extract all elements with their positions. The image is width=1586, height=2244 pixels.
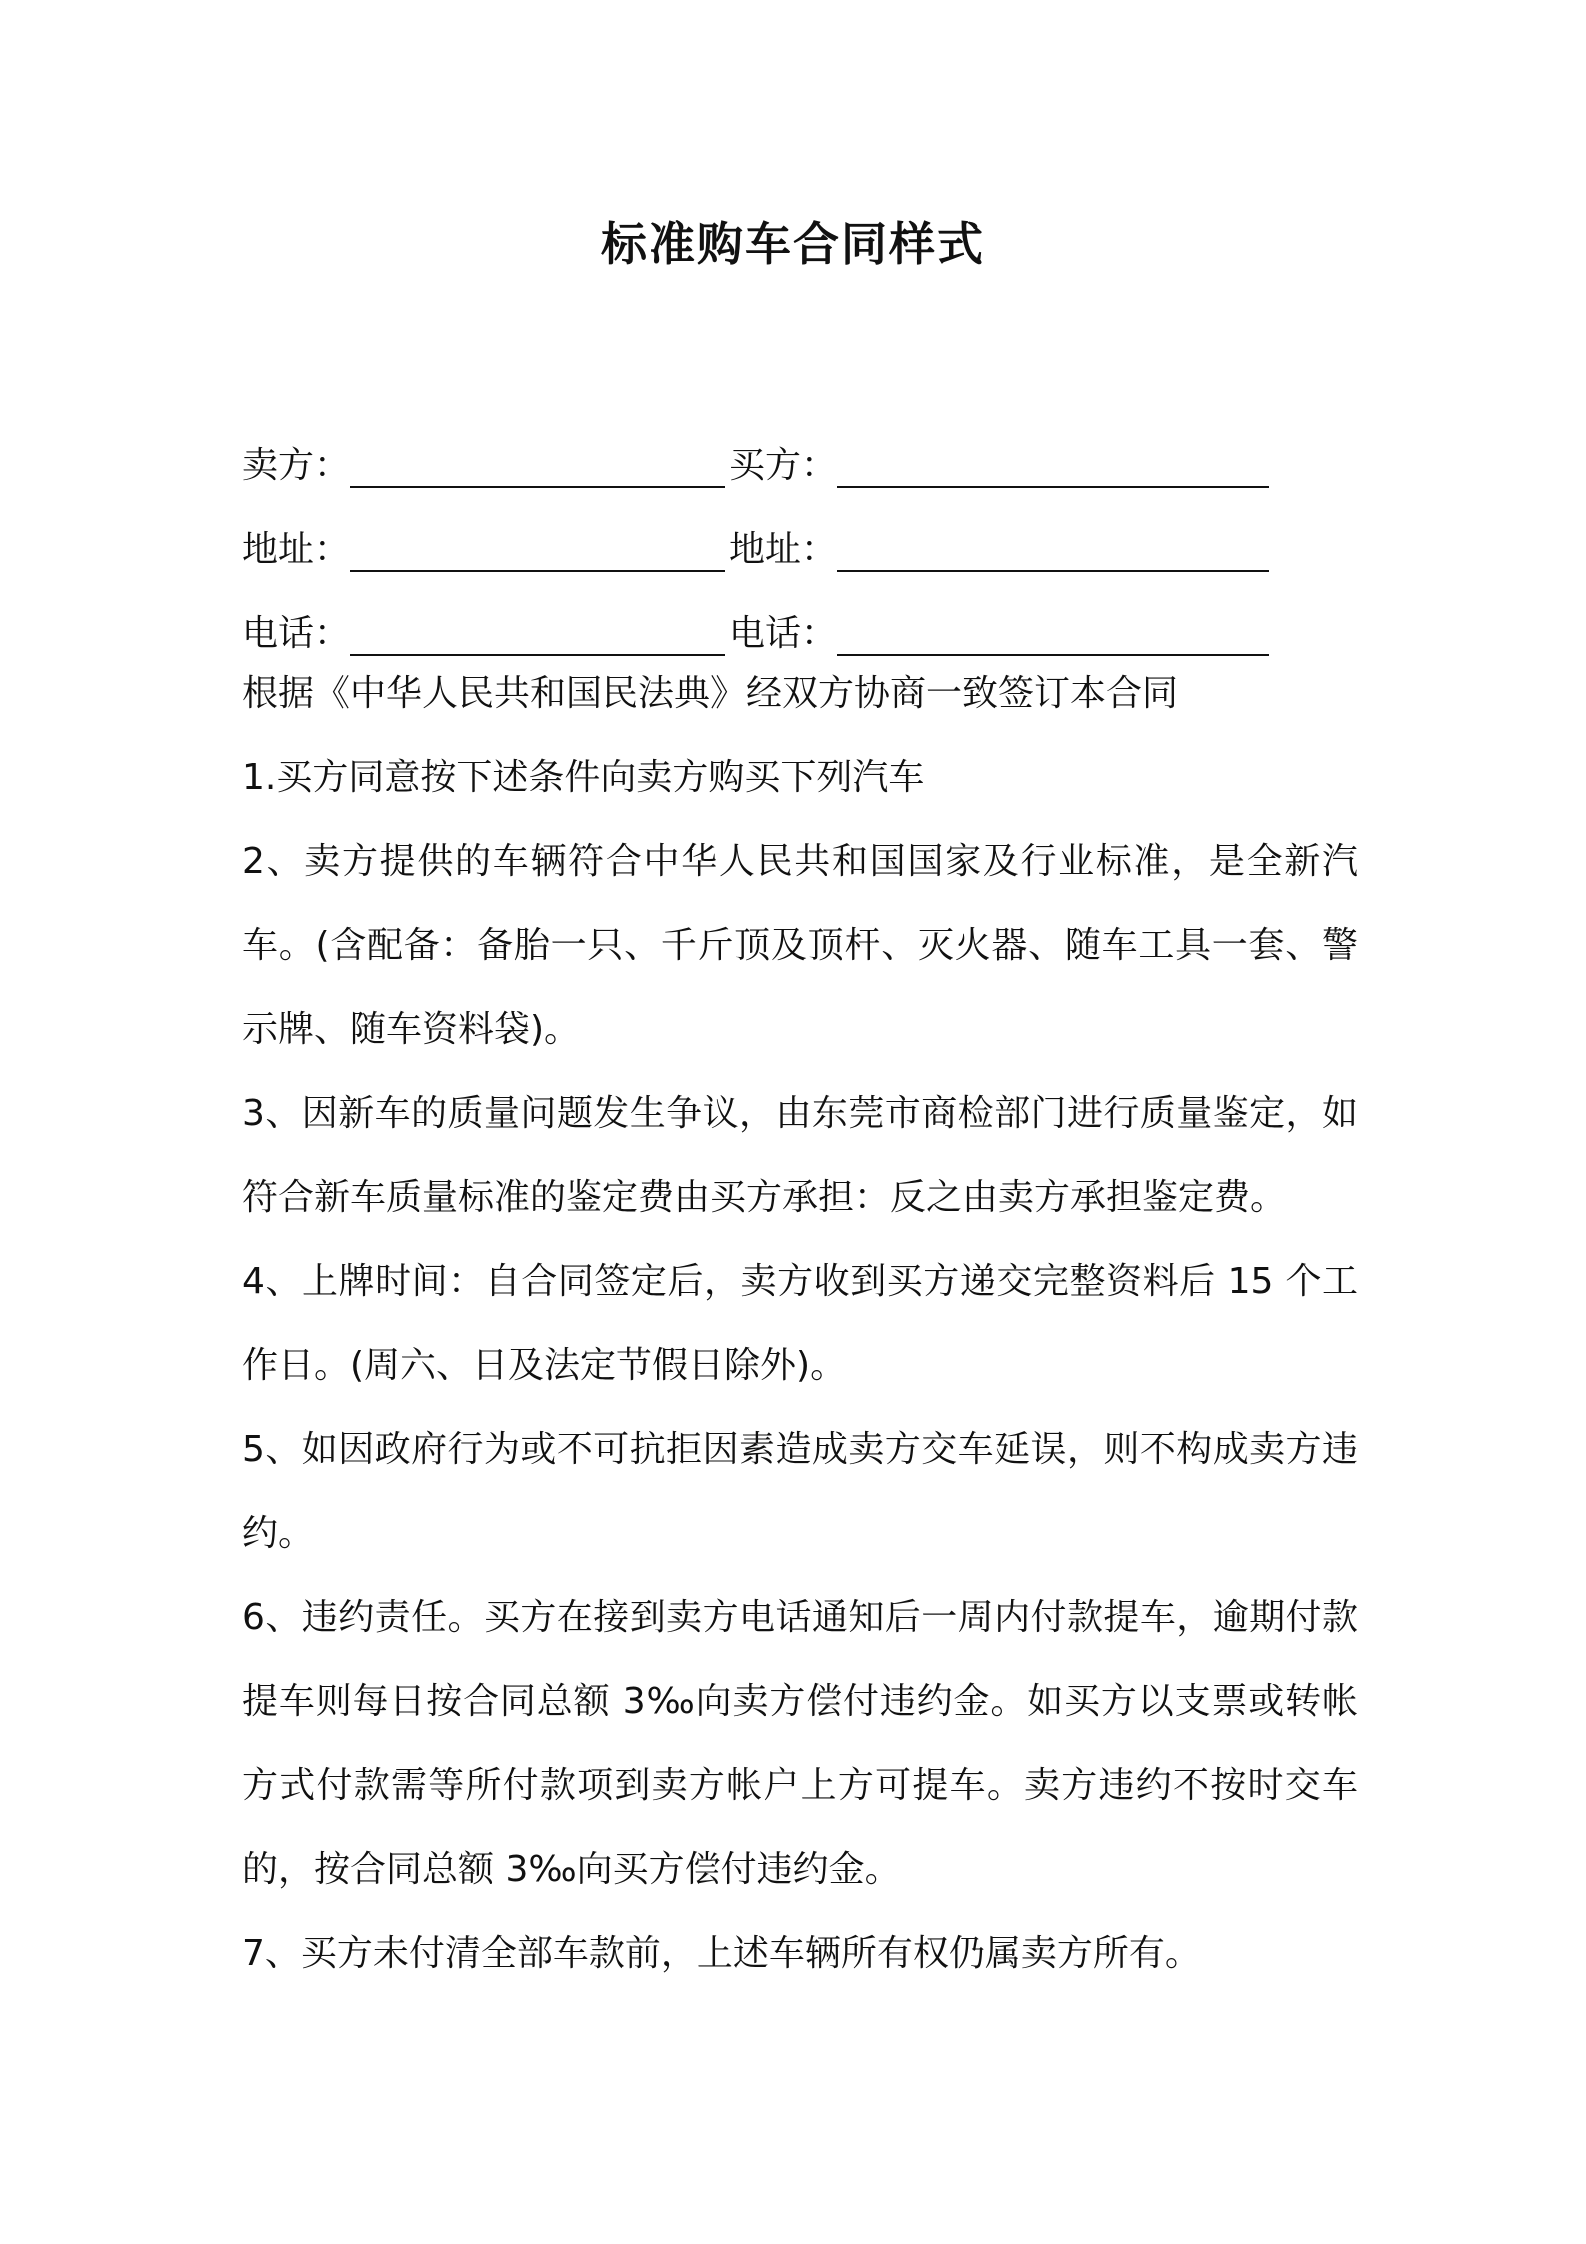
clause-2: 2、卖方提供的车辆符合中华人民共和国国家及行业标准，是全新汽车。(含配备：备胎一只、千斤顶及顶杆、灭火器、随车工具一套、警示牌、随车资料袋)。: [242, 841, 1358, 1050]
seller-buyer-row: [242, 412, 1362, 496]
clause-7: 7、买方未付清全部车款前，上述车辆所有权仍属卖方所有。: [242, 1933, 1201, 1974]
clause-4: 4、上牌时间：自合同签定后，卖方收到买方递交完整资料后 15 个工作日。(周六、日及法定节假日除外)。: [242, 1261, 1358, 1386]
seller-address-label: 地址：: [242, 529, 351, 570]
seller-label: 卖方：: [242, 445, 351, 486]
address-row: [242, 496, 1362, 580]
buyer-address-blank: [837, 524, 1269, 572]
buyer-address-label: 地址：: [729, 529, 838, 570]
clause-3: 3、因新车的质量问题发生争议，由东莞市商检部门进行质量鉴定，如符合新车质量标准的鉴定费由买方承担：反之由卖方承担鉴定费。: [242, 1093, 1358, 1218]
buyer-name-blank: [837, 440, 1269, 488]
party-fields: [242, 412, 1362, 664]
clause-5: 5、如因政府行为或不可抗拒因素造成卖方交车延误，则不构成卖方违约。: [242, 1429, 1358, 1554]
seller-phone-label: 电话：: [242, 613, 351, 654]
clause-6: 6、违约责任。买方在接到卖方电话通知后一周内付款提车，逾期付款提车则每日按合同总额 3‰向卖方偿付违约金。如买方以支票或转帐方式付款需等所付款项到卖方帐户上方可提车。卖方违约不按时交车的，按合同总额 3‰向买方偿付违约金。: [242, 1597, 1358, 1890]
seller-address-blank: [350, 524, 725, 572]
seller-phone-blank: [350, 608, 725, 656]
buyer-phone-blank: [837, 608, 1269, 656]
buyer-label: 买方：: [729, 445, 838, 486]
clause-1: 1.买方同意按下述条件向卖方购买下列汽车: [242, 757, 925, 798]
contract-body: [242, 652, 1358, 1996]
intro-paragraph: 根据《中华人民共和国民法典》经双方协商一致签订本合同: [242, 673, 1179, 714]
seller-name-blank: [350, 440, 725, 488]
buyer-phone-label: 电话：: [729, 613, 838, 654]
document-title: 标准购车合同样式: [601, 217, 985, 271]
